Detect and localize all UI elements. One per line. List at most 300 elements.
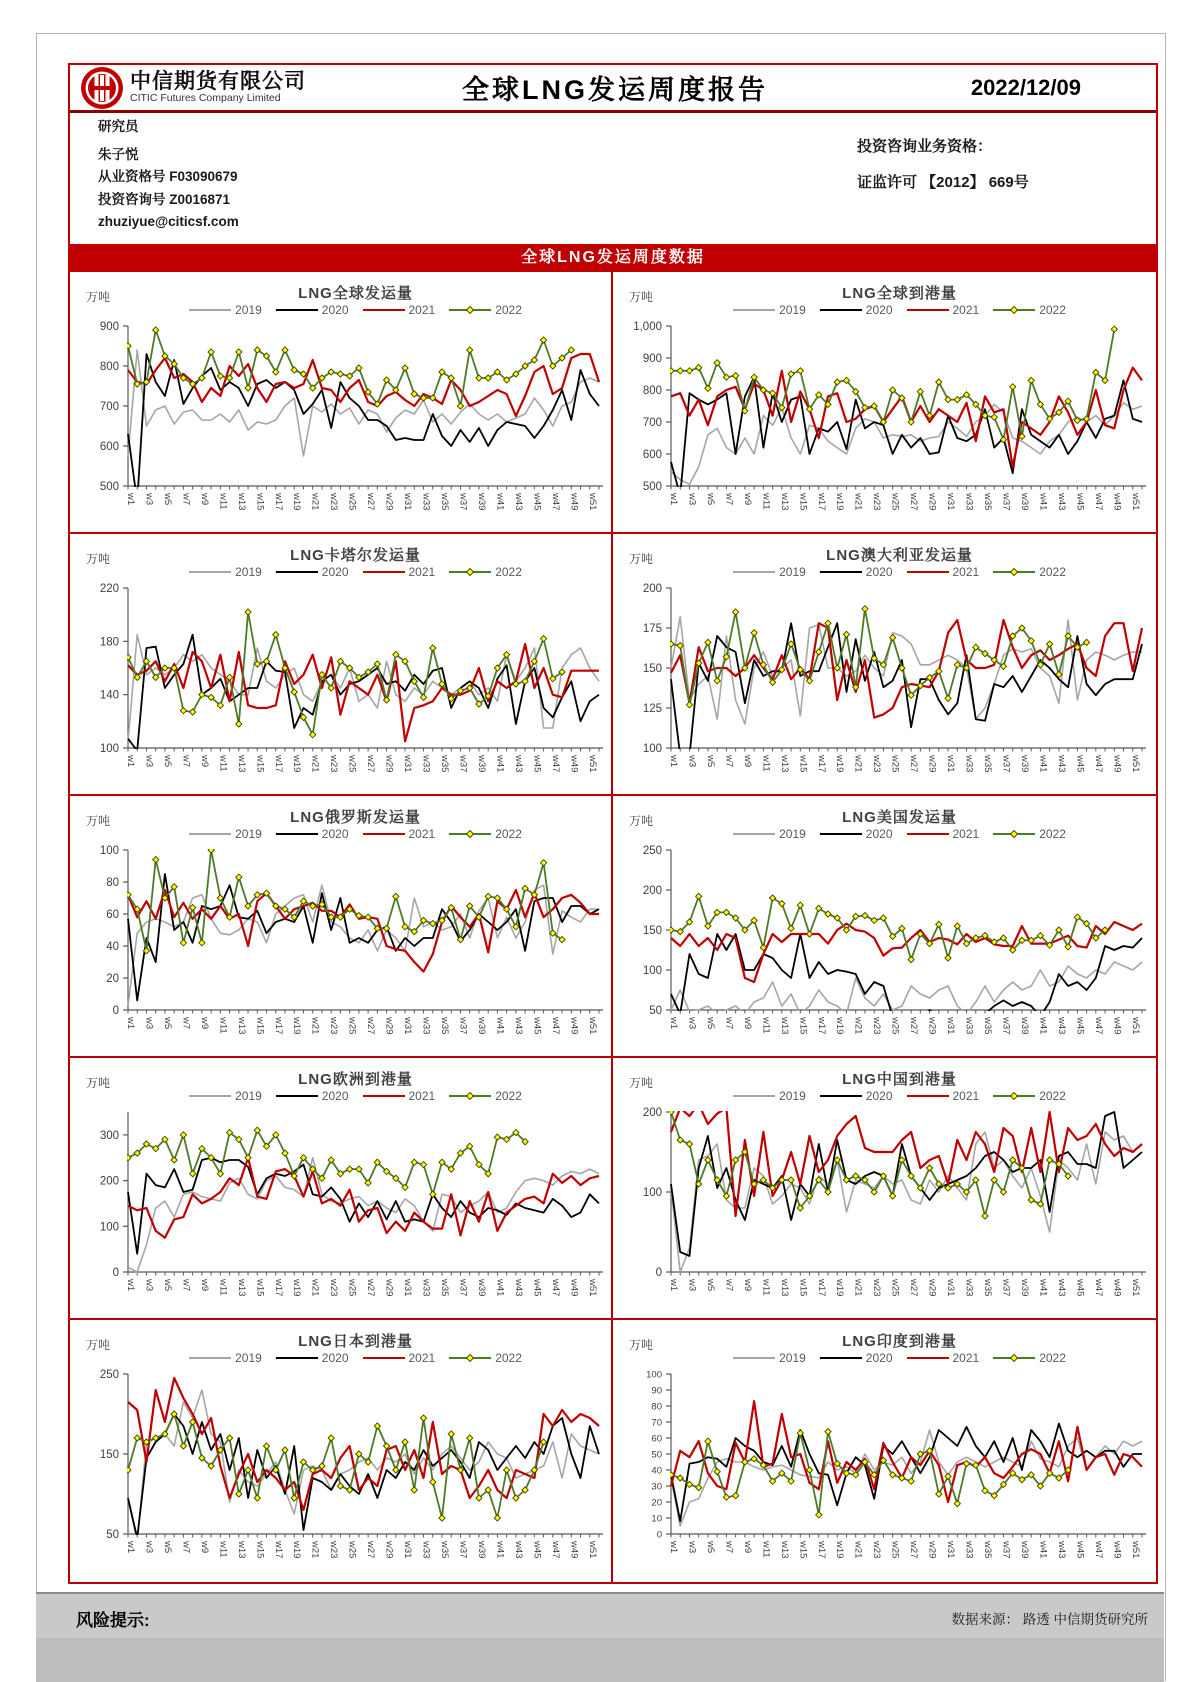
svg-text:w5: w5	[161, 1017, 173, 1030]
svg-text:w31: w31	[402, 1279, 414, 1297]
svg-text:w27: w27	[365, 493, 377, 511]
svg-text:w35: w35	[439, 493, 450, 511]
svg-text:w31: w31	[402, 1541, 414, 1559]
report-content	[68, 63, 1158, 1584]
svg-text:w7: w7	[723, 493, 735, 506]
svg-text:w39: w39	[1018, 755, 1030, 773]
svg-text:w41: w41	[494, 1017, 506, 1035]
svg-text:w7: w7	[723, 1541, 735, 1554]
svg-text:800: 800	[99, 361, 119, 374]
svg-text:w7: w7	[723, 1017, 735, 1030]
svg-text:w41: w41	[494, 493, 506, 511]
svg-text:w29: w29	[383, 755, 395, 773]
svg-text:w19: w19	[291, 755, 303, 773]
svg-text:w19: w19	[834, 1541, 846, 1559]
svg-text:w1: w1	[668, 1541, 679, 1554]
chart-grid	[68, 272, 1158, 1584]
company-name-cn: 中信期货有限公司	[130, 69, 306, 93]
svg-text:w3: w3	[143, 1017, 155, 1030]
svg-text:w37: w37	[457, 493, 469, 511]
report-header	[68, 63, 1158, 113]
svg-text:w31: w31	[402, 493, 414, 511]
svg-text:w39: w39	[475, 1017, 487, 1035]
svg-text:w23: w23	[871, 1017, 883, 1035]
svg-text:125: 125	[642, 703, 662, 716]
svg-text:w7: w7	[723, 755, 735, 768]
svg-text:w23: w23	[328, 493, 340, 511]
legend-label: 2021	[408, 827, 436, 841]
svg-text:w35: w35	[982, 493, 993, 511]
company-name-en: CITIC Futures Company Limited	[130, 92, 281, 105]
legend-label: 2019	[235, 1089, 262, 1103]
legend-label: 2022	[1039, 1351, 1066, 1365]
svg-text:w17: w17	[272, 755, 284, 773]
svg-text:w31: w31	[945, 755, 957, 773]
svg-text:w39: w39	[1018, 1017, 1030, 1035]
svg-text:w33: w33	[963, 1017, 975, 1035]
svg-text:w23: w23	[328, 1017, 340, 1035]
svg-text:w25: w25	[346, 493, 358, 511]
svg-text:w27: w27	[908, 1017, 920, 1035]
svg-text:w15: w15	[254, 493, 266, 511]
svg-text:w25: w25	[889, 1279, 901, 1297]
svg-text:w5: w5	[704, 1279, 716, 1292]
svg-text:w13: w13	[235, 1017, 247, 1035]
legend-label: 2020	[865, 1089, 893, 1103]
svg-text:w7: w7	[180, 493, 192, 506]
svg-text:w43: w43	[1055, 493, 1067, 511]
svg-text:w37: w37	[1000, 493, 1012, 511]
svg-text:w1: w1	[668, 1017, 679, 1030]
svg-text:w15: w15	[797, 1017, 809, 1035]
svg-text:w33: w33	[963, 1279, 975, 1297]
svg-text:w5: w5	[161, 493, 173, 506]
svg-text:w17: w17	[272, 493, 284, 511]
svg-text:w9: w9	[198, 755, 210, 768]
svg-text:w3: w3	[686, 1541, 698, 1554]
svg-text:w47: w47	[1092, 755, 1104, 773]
svg-text:w1: w1	[125, 1279, 136, 1292]
chart-title: LNG印度到港量	[842, 1333, 957, 1350]
svg-text:100: 100	[646, 1369, 662, 1381]
svg-text:w13: w13	[778, 1279, 790, 1297]
company-brand	[80, 66, 306, 110]
svg-text:w25: w25	[889, 1541, 901, 1559]
svg-text:w35: w35	[439, 1279, 450, 1297]
svg-text:175: 175	[642, 623, 662, 636]
y-axis-unit: 万吨	[629, 1076, 654, 1090]
svg-text:w5: w5	[704, 755, 716, 768]
svg-text:w43: w43	[1055, 1279, 1067, 1297]
svg-text:300: 300	[99, 1129, 119, 1142]
svg-text:w9: w9	[741, 1279, 753, 1292]
svg-text:w25: w25	[346, 1279, 358, 1297]
svg-text:w5: w5	[704, 493, 716, 506]
svg-text:w49: w49	[568, 493, 580, 511]
svg-text:w39: w39	[475, 1279, 487, 1297]
svg-text:w23: w23	[871, 1541, 883, 1559]
svg-text:w1: w1	[668, 755, 679, 768]
svg-text:150: 150	[642, 925, 662, 938]
chart-japan-arrivals	[70, 1320, 613, 1582]
svg-text:w1: w1	[125, 1541, 136, 1554]
license-block	[857, 138, 1029, 210]
chart-title: LNG日本到港量	[298, 1333, 413, 1350]
chart-china-arrivals	[613, 1058, 1156, 1320]
svg-text:w19: w19	[834, 755, 846, 773]
researcher-block	[98, 119, 239, 237]
svg-text:20: 20	[106, 973, 119, 986]
svg-text:w19: w19	[291, 493, 303, 511]
legend-label: 2020	[321, 303, 349, 317]
legend-label: 2020	[865, 827, 893, 841]
svg-text:w27: w27	[908, 493, 920, 511]
svg-text:140: 140	[99, 689, 119, 702]
svg-text:w3: w3	[143, 755, 155, 768]
y-axis-unit: 万吨	[86, 552, 111, 566]
svg-text:w47: w47	[549, 755, 561, 773]
svg-text:800: 800	[642, 385, 662, 398]
chart-russia-shipments	[70, 796, 613, 1058]
svg-text:200: 200	[642, 885, 662, 898]
chart-global-shipments	[70, 272, 613, 534]
svg-text:w21: w21	[852, 1541, 864, 1559]
svg-text:w11: w11	[217, 755, 229, 772]
svg-text:w33: w33	[420, 493, 432, 511]
svg-text:w11: w11	[217, 493, 229, 510]
svg-text:0: 0	[112, 1267, 119, 1280]
svg-text:0: 0	[112, 1005, 119, 1018]
legend-label: 2020	[321, 1351, 349, 1365]
svg-text:w1: w1	[125, 493, 136, 506]
svg-text:w43: w43	[512, 1541, 524, 1559]
svg-text:w43: w43	[1055, 755, 1067, 773]
svg-text:w21: w21	[852, 493, 864, 511]
svg-text:w45: w45	[1074, 755, 1086, 773]
svg-text:w13: w13	[778, 493, 790, 511]
svg-text:w5: w5	[704, 1541, 716, 1554]
svg-text:w51: w51	[1129, 1541, 1141, 1559]
svg-text:w5: w5	[161, 755, 173, 768]
svg-text:w5: w5	[161, 1279, 173, 1292]
legend-label: 2020	[865, 565, 893, 579]
svg-text:w17: w17	[815, 1017, 827, 1035]
chart-title: LNG全球发运量	[298, 285, 413, 302]
svg-text:w13: w13	[235, 755, 247, 773]
legend-label: 2019	[235, 565, 262, 579]
svg-text:w33: w33	[963, 755, 975, 773]
svg-text:w21: w21	[309, 755, 321, 773]
svg-text:w51: w51	[586, 1017, 598, 1035]
svg-text:w7: w7	[180, 755, 192, 768]
svg-text:w17: w17	[815, 493, 827, 511]
svg-text:0: 0	[656, 1529, 662, 1541]
svg-text:w11: w11	[217, 1279, 229, 1296]
svg-text:w1: w1	[125, 1017, 136, 1030]
svg-text:20: 20	[651, 1497, 662, 1509]
svg-text:w47: w47	[549, 1541, 561, 1559]
svg-text:w3: w3	[686, 755, 698, 768]
svg-text:w9: w9	[198, 493, 210, 506]
svg-text:w49: w49	[568, 1541, 580, 1559]
svg-text:w5: w5	[161, 1541, 173, 1554]
svg-text:w31: w31	[945, 1541, 957, 1559]
svg-text:w15: w15	[797, 1541, 809, 1559]
svg-text:w23: w23	[328, 1279, 340, 1297]
chart-title: LNG美国发运量	[842, 809, 957, 826]
svg-text:w49: w49	[1111, 755, 1123, 773]
svg-text:w27: w27	[365, 1017, 377, 1035]
legend-label: 2022	[495, 303, 522, 317]
svg-text:w9: w9	[198, 1279, 210, 1292]
legend-label: 2022	[495, 1351, 522, 1365]
svg-text:w29: w29	[383, 1017, 395, 1035]
svg-text:w43: w43	[1055, 1541, 1067, 1559]
svg-text:w9: w9	[741, 1017, 753, 1030]
svg-text:w9: w9	[198, 1541, 210, 1554]
svg-text:w45: w45	[1074, 1017, 1086, 1035]
legend-label: 2020	[321, 1089, 349, 1103]
svg-text:w21: w21	[309, 1017, 321, 1035]
svg-text:w51: w51	[586, 755, 598, 773]
svg-text:w3: w3	[686, 1279, 698, 1292]
svg-text:w21: w21	[852, 755, 864, 773]
company-name-block	[130, 71, 306, 104]
chart-title: LNG欧洲到港量	[298, 1071, 413, 1088]
svg-text:w17: w17	[272, 1279, 284, 1297]
svg-text:w23: w23	[871, 1279, 883, 1297]
svg-text:w17: w17	[815, 1279, 827, 1297]
svg-text:w45: w45	[1074, 1279, 1086, 1297]
license-line2: 证监许可 【2012】 669号	[857, 174, 1029, 191]
svg-text:150: 150	[642, 663, 662, 676]
legend-label: 2020	[865, 1351, 893, 1365]
svg-text:w49: w49	[568, 1017, 580, 1035]
svg-text:w19: w19	[291, 1541, 303, 1559]
svg-text:w41: w41	[1037, 755, 1049, 773]
researcher-label: 研究员	[98, 119, 139, 134]
svg-text:w19: w19	[291, 1017, 303, 1035]
svg-text:w27: w27	[365, 755, 377, 773]
line-plot	[70, 576, 613, 796]
svg-text:w37: w37	[1000, 755, 1012, 773]
svg-text:500: 500	[99, 481, 119, 494]
svg-text:w39: w39	[1018, 493, 1030, 511]
svg-text:w33: w33	[420, 755, 432, 773]
legend-label: 2022	[495, 1089, 522, 1103]
svg-text:w41: w41	[1037, 493, 1049, 511]
svg-text:w37: w37	[1000, 1279, 1012, 1297]
svg-text:w47: w47	[1092, 1541, 1104, 1559]
svg-text:250: 250	[642, 845, 662, 858]
svg-text:180: 180	[99, 636, 119, 649]
svg-text:250: 250	[99, 1369, 119, 1382]
svg-text:w41: w41	[494, 1279, 506, 1297]
svg-text:w15: w15	[797, 1279, 809, 1297]
svg-text:w37: w37	[457, 755, 469, 773]
svg-text:w13: w13	[778, 755, 790, 773]
legend-label: 2019	[779, 1351, 806, 1365]
svg-text:w41: w41	[494, 755, 506, 773]
svg-text:w33: w33	[420, 1279, 432, 1297]
svg-text:w49: w49	[1111, 1279, 1123, 1297]
svg-text:50: 50	[651, 1449, 662, 1461]
svg-text:w27: w27	[365, 1279, 377, 1297]
svg-text:w23: w23	[328, 755, 340, 773]
svg-text:50: 50	[106, 1529, 119, 1542]
risk-warning-label: 风险提示:	[76, 1611, 150, 1630]
svg-text:w7: w7	[180, 1279, 192, 1292]
footer-band	[36, 1592, 1164, 1682]
svg-text:60: 60	[106, 909, 119, 922]
svg-text:w35: w35	[982, 1279, 993, 1297]
svg-text:w19: w19	[291, 1279, 303, 1297]
svg-text:w29: w29	[926, 1541, 938, 1559]
svg-text:w51: w51	[586, 1541, 598, 1559]
y-axis-unit: 万吨	[629, 1338, 654, 1352]
section-banner: 全球LNG发运周度数据	[68, 244, 1158, 272]
legend-label: 2020	[321, 565, 349, 579]
line-plot	[70, 1100, 613, 1320]
line-plot	[613, 314, 1156, 534]
chart-title: LNG俄罗斯发运量	[290, 809, 421, 826]
line-plot	[613, 1100, 1156, 1320]
svg-text:w11: w11	[760, 493, 772, 510]
svg-text:w17: w17	[815, 1541, 827, 1559]
svg-text:w29: w29	[926, 493, 938, 511]
svg-text:w13: w13	[235, 493, 247, 511]
legend-label: 2021	[952, 1351, 980, 1365]
svg-text:w25: w25	[889, 1017, 901, 1035]
svg-text:w35: w35	[982, 755, 993, 773]
svg-text:0: 0	[655, 1267, 662, 1280]
svg-text:w9: w9	[741, 1541, 753, 1554]
svg-text:w31: w31	[945, 493, 957, 511]
svg-text:w7: w7	[180, 1017, 192, 1030]
svg-text:w31: w31	[945, 1017, 957, 1035]
legend-label: 2021	[408, 1351, 436, 1365]
svg-text:w45: w45	[531, 1279, 543, 1297]
svg-text:w43: w43	[1055, 1017, 1067, 1035]
svg-text:w9: w9	[741, 755, 753, 768]
line-plot	[70, 1362, 613, 1582]
svg-text:w21: w21	[309, 493, 321, 511]
svg-text:w9: w9	[198, 1017, 210, 1030]
svg-text:w37: w37	[457, 1541, 469, 1559]
svg-text:w21: w21	[309, 1279, 321, 1297]
svg-text:w47: w47	[549, 493, 561, 511]
svg-text:w35: w35	[982, 1541, 993, 1559]
chart-qatar-shipments	[70, 534, 613, 796]
svg-text:w51: w51	[586, 1279, 598, 1297]
svg-text:w17: w17	[272, 1017, 284, 1035]
svg-text:w3: w3	[686, 1017, 698, 1030]
legend-label: 2019	[779, 565, 806, 579]
svg-text:w1: w1	[668, 493, 679, 506]
svg-text:w37: w37	[457, 1017, 469, 1035]
svg-text:w49: w49	[568, 1279, 580, 1297]
svg-text:w47: w47	[1092, 1017, 1104, 1035]
legend-label: 2021	[952, 1089, 980, 1103]
svg-text:w1: w1	[125, 755, 136, 768]
svg-text:w3: w3	[143, 1541, 155, 1554]
svg-text:w51: w51	[1129, 1017, 1141, 1035]
researcher-band	[68, 113, 1158, 244]
svg-text:w21: w21	[309, 1541, 321, 1559]
svg-text:w41: w41	[1037, 1017, 1049, 1035]
svg-text:w49: w49	[1111, 1541, 1123, 1559]
svg-text:w29: w29	[926, 755, 938, 773]
svg-text:w19: w19	[834, 493, 846, 511]
svg-text:w7: w7	[723, 1279, 735, 1292]
svg-text:w47: w47	[1092, 493, 1104, 511]
legend-label: 2019	[235, 1351, 262, 1365]
line-plot	[70, 314, 613, 534]
legend-label: 2019	[779, 303, 806, 317]
legend-label: 2021	[408, 565, 436, 579]
svg-text:w27: w27	[908, 1279, 920, 1297]
svg-text:w21: w21	[852, 1279, 864, 1297]
svg-text:30: 30	[651, 1481, 662, 1493]
svg-text:80: 80	[651, 1401, 662, 1413]
svg-text:900: 900	[99, 321, 119, 334]
svg-text:w15: w15	[254, 1017, 266, 1035]
legend-label: 2022	[1039, 565, 1066, 579]
svg-text:w41: w41	[1037, 1541, 1049, 1559]
svg-text:w47: w47	[549, 1017, 561, 1035]
svg-text:w19: w19	[834, 1017, 846, 1035]
svg-text:w25: w25	[346, 1541, 358, 1559]
svg-text:w15: w15	[254, 755, 266, 773]
svg-text:w51: w51	[586, 493, 598, 511]
svg-text:w11: w11	[760, 1541, 772, 1558]
chart-title: LNG卡塔尔发运量	[290, 547, 421, 564]
svg-text:w47: w47	[1092, 1279, 1104, 1297]
svg-text:w3: w3	[143, 493, 155, 506]
svg-text:w37: w37	[457, 1279, 469, 1297]
svg-text:w33: w33	[963, 1541, 975, 1559]
researcher-name: 朱子悦	[98, 146, 139, 162]
svg-text:w49: w49	[1111, 493, 1123, 511]
svg-text:w49: w49	[568, 755, 580, 773]
legend-label: 2021	[408, 1089, 436, 1103]
svg-text:w25: w25	[889, 493, 901, 511]
legend-label: 2021	[408, 303, 436, 317]
svg-text:w35: w35	[439, 755, 450, 773]
svg-text:80: 80	[106, 877, 119, 890]
legend-label: 2019	[779, 827, 806, 841]
svg-text:w29: w29	[383, 1541, 395, 1559]
svg-text:w39: w39	[475, 755, 487, 773]
svg-text:w13: w13	[235, 1279, 247, 1297]
svg-text:w13: w13	[778, 1541, 790, 1559]
svg-text:w51: w51	[1129, 755, 1141, 773]
data-source-label: 数据来源： 路透 中信期货研究所	[951, 1612, 1148, 1627]
svg-text:w43: w43	[512, 1279, 524, 1297]
legend-label: 2022	[1039, 303, 1066, 317]
svg-text:w49: w49	[1111, 1017, 1123, 1035]
svg-text:w45: w45	[531, 493, 543, 511]
svg-text:1,000: 1,000	[633, 321, 662, 334]
svg-text:w3: w3	[143, 1279, 155, 1292]
svg-text:w51: w51	[1129, 1279, 1141, 1297]
svg-text:100: 100	[642, 743, 662, 756]
svg-text:w39: w39	[1018, 1279, 1030, 1297]
researcher-email: zhuziyue@citicsf.com	[98, 214, 239, 230]
svg-text:10: 10	[651, 1513, 662, 1525]
svg-text:w11: w11	[760, 755, 772, 772]
svg-text:w5: w5	[704, 1017, 716, 1030]
